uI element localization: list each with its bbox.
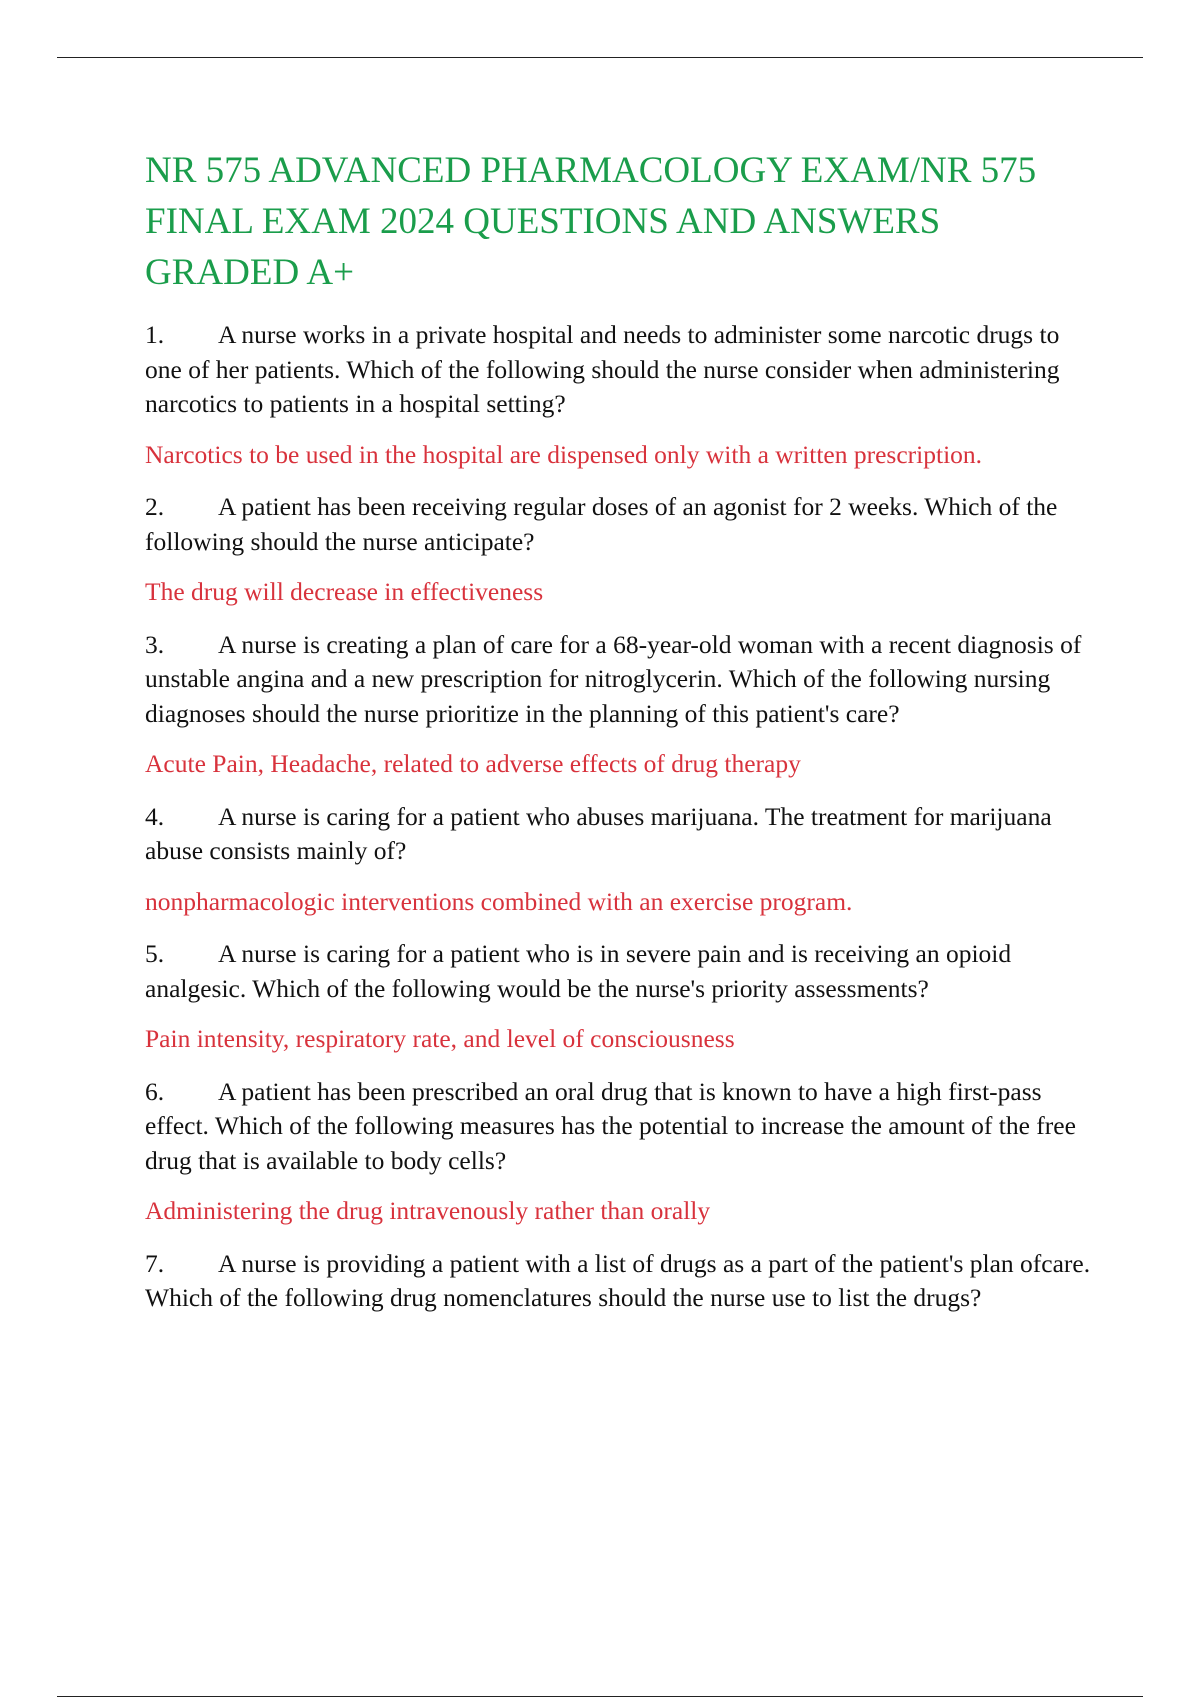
question-item-4 (145, 800, 1095, 920)
answer-text: Pain intensity, respiratory rate, and level of consciousness (145, 1024, 735, 1053)
answer-text: Acute Pain, Headache, related to adverse effects of drug therapy (145, 749, 801, 778)
question-text (145, 318, 1095, 422)
top-rule (57, 57, 1143, 58)
answer-text: nonpharmacologic interventions combined with an exercise program. (145, 886, 853, 916)
question-number: 3. (145, 629, 165, 659)
question-item-3 (145, 628, 1095, 782)
question-body: A patient has been receiving regular doses of an agonist for 2 weeks. Which of the following should the nurse anticipate? (145, 492, 1058, 556)
question-text (145, 937, 1095, 1006)
question-text (145, 1247, 1095, 1316)
question-body: A nurse is creating a plan of care for a 68-year-old woman with a recent diagnosis of unstable angina and a new prescription for nitroglycerin. Which of the following nursing diagnoses should the nurse prioritize in the planning of this patient's care? (145, 629, 1082, 728)
answer-text: The drug will decrease in effectiveness (145, 577, 544, 606)
question-item-5 (145, 937, 1095, 1057)
question-text (145, 800, 1095, 869)
question-item-7 (145, 1247, 1095, 1316)
question-number: 6. (145, 1076, 165, 1106)
document-title: NR 575 ADVANCED PHARMACOLOGY EXAM/NR 575 FINAL EXAM 2024 QUESTIONS AND ANSWERS GRADED A+ (145, 150, 1037, 293)
question-text (145, 490, 1095, 559)
question-text (145, 628, 1095, 732)
question-number: 4. (145, 801, 165, 831)
question-number: 7. (145, 1248, 165, 1278)
question-body: A nurse works in a private hospital and needs to administer some narcotic drugs to one of her patients. Which of the following should the nurse consider when administering narcotics to patients in a hospital setting? (145, 320, 1060, 418)
question-body: A nurse is caring for a patient who abuses marijuana. The treatment for marijuana abuse consists mainly of? (145, 801, 1052, 865)
question-number: 1. (145, 320, 165, 349)
question-number: 2. (145, 492, 165, 521)
answer-text: Narcotics to be used in the hospital are dispensed only with a written prescription. (145, 439, 983, 469)
question-item-6 (145, 1075, 1095, 1229)
question-item-1 (145, 318, 1095, 472)
bottom-rule (57, 1696, 1143, 1697)
question-body: A nurse is providing a patient with a list of drugs as a part of the patient's plan ofcare. Which of the following drug nomenclatures should the nurse use to list the drugs? (145, 1248, 1091, 1312)
document-body (145, 145, 1095, 1316)
question-body: A patient has been prescribed an oral drug that is known to have a high first-pass effect. Which of the following measures has the potential to increase the amount of the free drug that is available to body cells? (145, 1076, 1076, 1175)
question-text (145, 1075, 1095, 1179)
question-body: A nurse is caring for a patient who is in severe pain and is receiving an opioid analgesic. Which of the following would be the nurse's priority assessments? (145, 939, 1012, 1003)
answer-text: Administering the drug intravenously rather than orally (145, 1196, 711, 1225)
question-item-2 (145, 490, 1095, 610)
question-number: 5. (145, 939, 165, 968)
